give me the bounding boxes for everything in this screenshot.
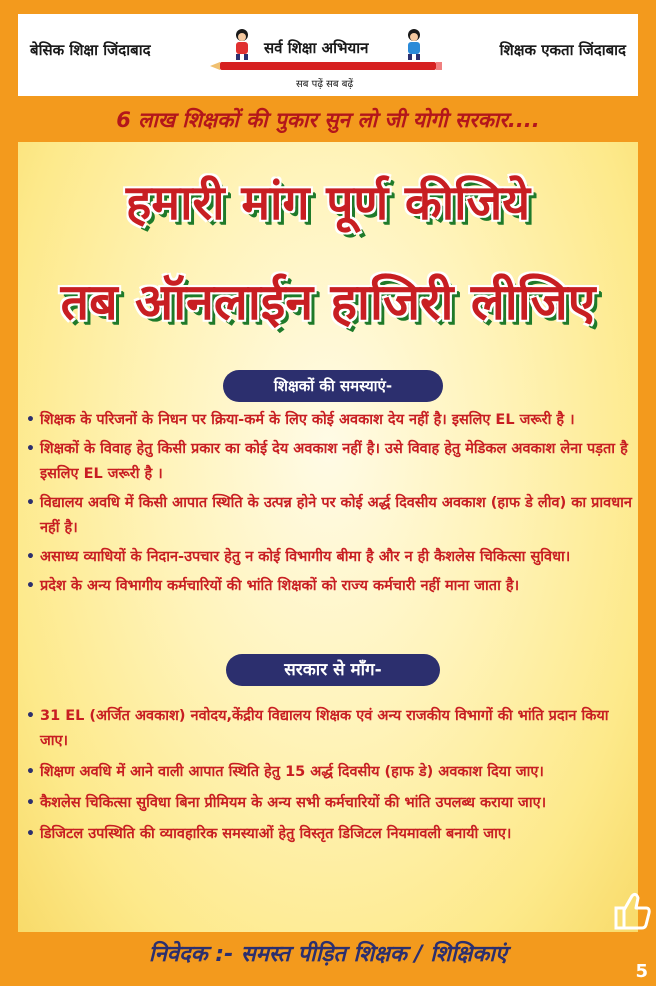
page-number: 5: [635, 961, 648, 982]
list-item: [26, 791, 634, 816]
list-item: [26, 574, 634, 599]
footer-text: निवेदक :- समस्त पीड़ित शिक्षक / शिक्षिकाएं: [148, 942, 508, 967]
top-banner: [18, 96, 638, 142]
demands-heading: सरकार से माँग-: [226, 654, 440, 686]
headline-line-2: तब ऑनलाईन हाजिरी लीजिए: [60, 272, 596, 331]
headline-line-1: हमारी मांग पूर्ण कीजिये: [125, 175, 531, 231]
sarva-shiksha-logo: [208, 20, 448, 92]
bullet-icon: •: [26, 412, 35, 428]
bullet-icon: •: [26, 826, 35, 842]
list-item-text: डिजिटल उपस्थिति की व्यावहारिक समस्याओं हेतु विस्तृत डिजिटल नियमावली बनायी जाए।: [40, 826, 512, 842]
header: [18, 14, 638, 96]
list-item: [26, 408, 634, 433]
list-item: [26, 760, 634, 785]
poster-body: [18, 14, 638, 974]
demands-list: [26, 704, 634, 853]
bullet-icon: •: [26, 578, 35, 594]
list-item-text: शिक्षण अवधि में आने वाली आपात स्थिति हेतु 15 अर्द्ध दिवसीय (हाफ डे) अवकाश दिया जाए।: [40, 764, 544, 780]
banner-text: 6 लाख शिक्षकों की पुकार सुन लो जी योगी सरकार....: [116, 108, 540, 132]
bullet-icon: •: [26, 441, 35, 457]
list-item: [26, 437, 634, 487]
thumbs-up-icon[interactable]: [612, 888, 652, 932]
list-item-text: असाध्य व्याधियों के निदान-उपचार हेतु न कोई विभागीय बीमा है और न ही कैशलेस चिकित्सा सुविधा।: [40, 549, 571, 565]
list-item-text: प्रदेश के अन्य विभागीय कर्मचारियों की भांति शिक्षकों को राज्य कर्मचारी नहीं माना जाता है।: [40, 578, 520, 594]
list-item-text: कैशलेस चिकित्सा सुविधा बिना प्रीमियम के अन्य सभी कर्मचारियों की भांति उपलब्ध कराया जाए।: [40, 795, 547, 811]
slogan-left: बेसिक शिक्षा जिंदाबाद: [30, 41, 151, 59]
logo-tagline: सब पढ़ें सब बढ़ें: [296, 79, 354, 90]
bullet-icon: •: [26, 795, 35, 811]
list-item: [26, 491, 634, 541]
list-item: [26, 704, 634, 754]
pencil-icon: [220, 62, 436, 70]
logo-title: सर्व शिक्षा अभियान: [264, 39, 369, 57]
list-item: [26, 545, 634, 570]
bullet-icon: •: [26, 495, 35, 511]
logo-kid-icon: [402, 28, 426, 60]
slogan-right: शिक्षक एकता जिंदाबाद: [499, 41, 626, 59]
bullet-icon: •: [26, 764, 35, 780]
logo-kid-icon: [230, 28, 254, 60]
bullet-icon: •: [26, 708, 35, 724]
problems-list: [26, 408, 634, 603]
bullet-icon: •: [26, 549, 35, 565]
list-item-text: शिक्षक के परिजनों के निधन पर क्रिया-कर्म के लिए कोई अवकाश देय नहीं है। इसलिए EL जरूरी है ।: [40, 412, 575, 428]
list-item-text: शिक्षकों के विवाह हेतु किसी प्रकार का कोई देय अवकाश नहीं है। उसे विवाह हेतु मेडिकल अवकाश लेना पड़ता है इसलिए EL जरूरी है ।: [40, 441, 628, 482]
footer-banner: [18, 932, 638, 974]
list-item-text: 31 EL (अर्जित अवकाश) नवोदय,केंद्रीय विद्यालय शिक्षक एवं अन्य राजकीय विभागों की भांति प्रदान किया जाए।: [40, 708, 609, 749]
list-item-text: विद्यालय अवधि में किसी आपात स्थिति के उत्पन्न होने पर कोई अर्द्ध दिवसीय अवकाश (हाफ डे लीव) का प्रावधान नहीं है।: [40, 495, 632, 536]
list-item: [26, 822, 634, 847]
problems-heading: शिक्षकों की समस्याएं-: [223, 370, 443, 402]
